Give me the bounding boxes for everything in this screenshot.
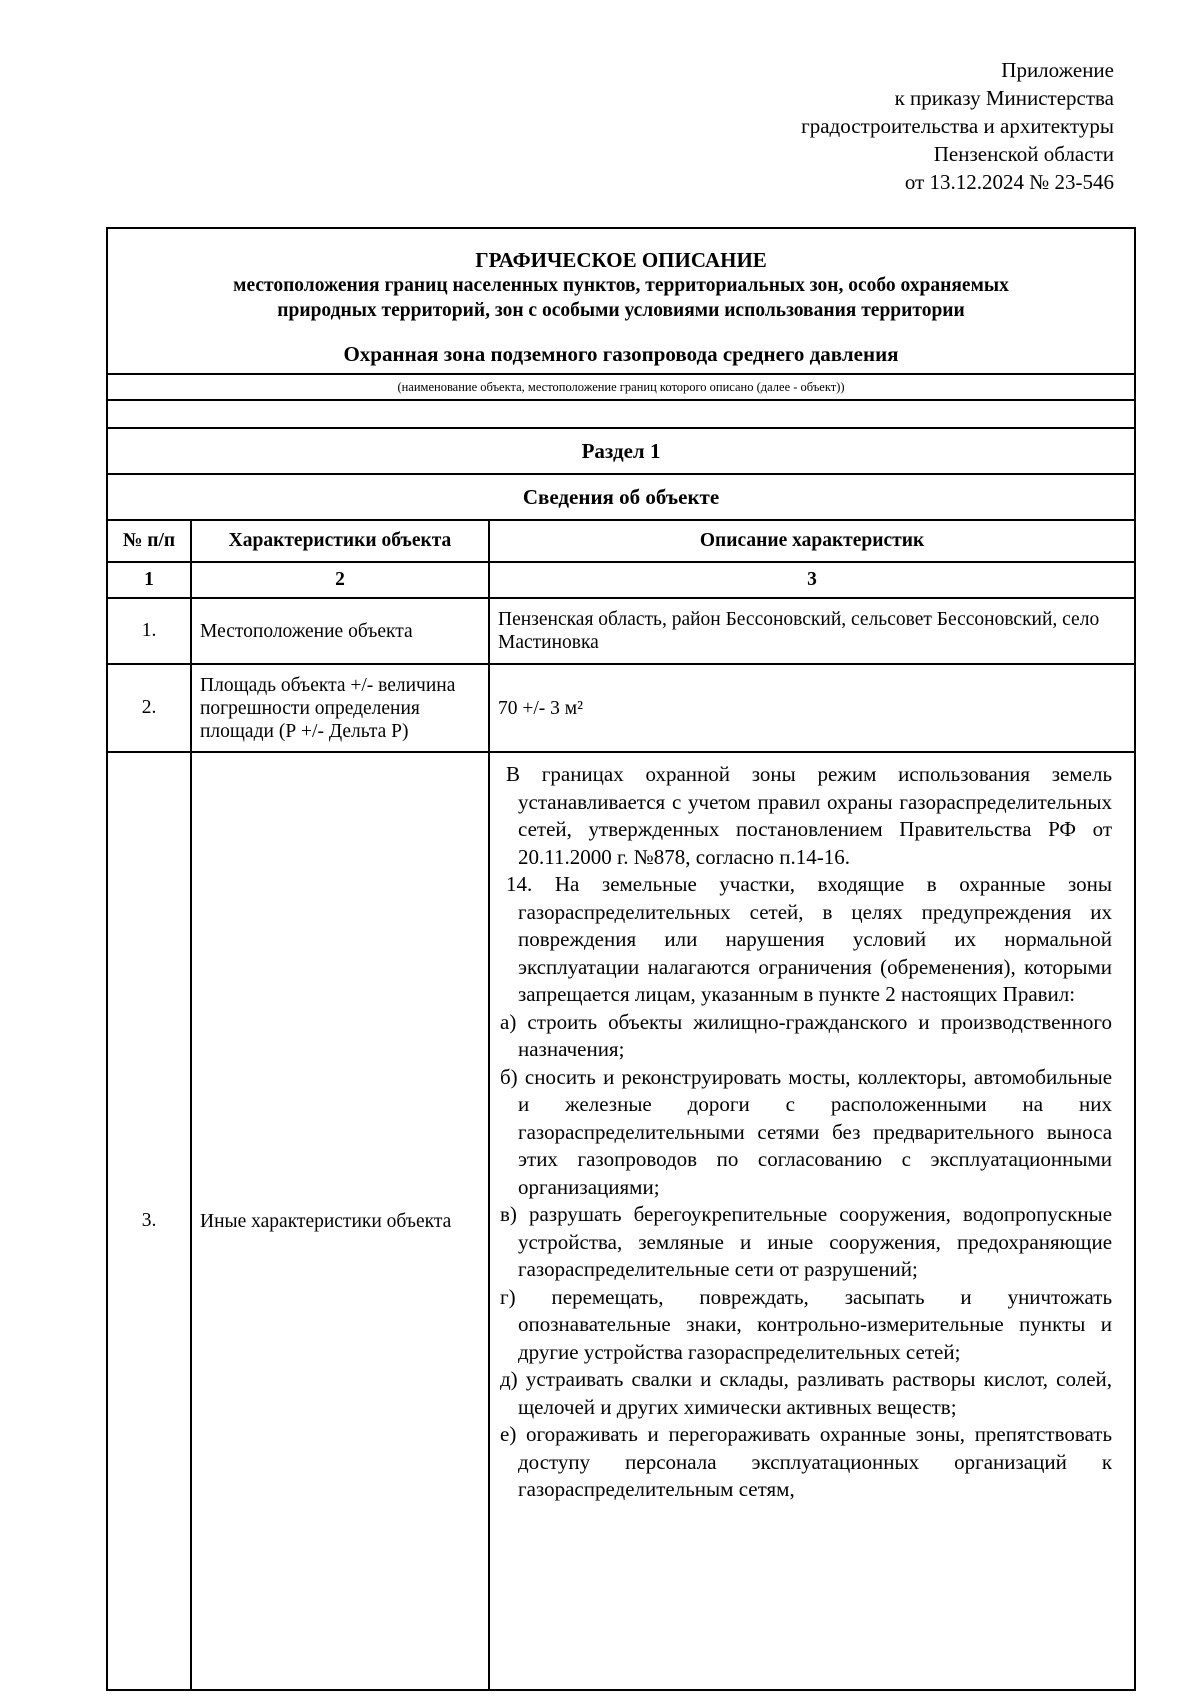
document-title: ГРАФИЧЕСКОЕ ОПИСАНИЕ <box>475 248 767 272</box>
object-caption: (наименование объекта, местоположение границ которого описано (далее - объект)) <box>107 374 1135 400</box>
row-number: 2. <box>107 664 191 752</box>
appendix-line: Приложение <box>1001 58 1114 82</box>
list-item: е) огораживать и перегораживать охранные зоны, препятствовать доступу персонала эксплуатационных организаций к газораспределительным сетям, <box>500 1422 1113 1501</box>
row-characteristic: Местоположение объекта <box>191 598 489 664</box>
list-item: в) разрушать берегоукрепительные сооружения, водопропускные устройства, земляные и иные сооружения, предохраняющие газораспределительные сети от разрушений; <box>500 1202 1113 1281</box>
list-item: а) строить объекты жилищно-гражданского и производственного назначения; <box>500 1009 1113 1061</box>
table-row <box>107 664 1135 752</box>
column-header-num: № п/п <box>107 520 191 562</box>
list-item: д) устраивать свалки и склады, разливать растворы кислот, солей, щелочей и других химически активных веществ; <box>500 1367 1113 1419</box>
section-subtitle: Сведения об объекте <box>107 474 1135 520</box>
table-row <box>107 598 1135 664</box>
appendix-line: Пензенской области <box>933 142 1114 166</box>
column-index: 3 <box>489 562 1135 598</box>
row-description: Пензенская область, район Бессоновский, сельсовет Бессоновский, село Мастиновка <box>489 598 1135 664</box>
row-description: 70 +/- 3 м² <box>489 664 1135 752</box>
section-title: Раздел 1 <box>107 428 1135 474</box>
list-item: г) перемещать, повреждать, засыпать и уничтожать опознавательные знаки, контрольно-измерительные пункты и другие устройства газораспределительных сетей; <box>500 1284 1113 1364</box>
row-description-long <box>489 752 1135 1690</box>
column-header-characteristic: Характеристики объекта <box>191 520 489 562</box>
graphic-description-table <box>106 227 1136 1691</box>
object-name: Охранная зона подземного газопровода среднего давления <box>343 342 899 366</box>
document-subtitle-line: природных территорий, зон с особыми условиями использования территории <box>277 300 965 321</box>
column-index: 1 <box>107 562 191 598</box>
empty-row <box>107 400 1135 428</box>
row-characteristic: Иные характеристики объекта <box>191 752 489 1690</box>
column-index: 2 <box>191 562 489 598</box>
appendix-order-number: от 13.12.2024 № 23-546 <box>904 170 1114 194</box>
document-subtitle-line: местоположения границ населенных пунктов, территориальных зон, особо охраняемых <box>233 275 1009 296</box>
appendix-line: градостроительства и архитектуры <box>801 114 1114 138</box>
appendix-header <box>554 56 1114 196</box>
row-characteristic: Площадь объекта +/- величина погрешности определения площади (Р +/- Дельта Р) <box>191 664 489 752</box>
paragraph: В границах охранной зоны режим использования земель устанавливается с учетом правил охраны газораспределительных сетей, утвержденных постановлением Правительства РФ от 20.11.2000 г. №878, согласно п.14-16. <box>506 762 1113 869</box>
row-number: 1. <box>107 598 191 664</box>
column-header-description: Описание характеристик <box>489 520 1135 562</box>
row-number: 3. <box>107 752 191 1690</box>
appendix-line: к приказу Министерства <box>894 86 1114 110</box>
paragraph: 14. На земельные участки, входящие в охранные зоны газораспределительных сетей, в целях предупреждения их повреждения или нарушения условий их нормальной эксплуатации налагаются ограничения (обременения), которыми запрещается лицам, указанным в пункте 2 настоящих Правил: <box>506 872 1113 1006</box>
document-header <box>107 228 1135 374</box>
table-row <box>107 752 1135 1690</box>
list-item: б) сносить и реконструировать мосты, коллекторы, автомобильные и железные дороги с расположенными на них газораспределительными сетями без предварительного выноса этих газопроводов по согласованию с эксплуатационными организациями; <box>500 1064 1113 1199</box>
